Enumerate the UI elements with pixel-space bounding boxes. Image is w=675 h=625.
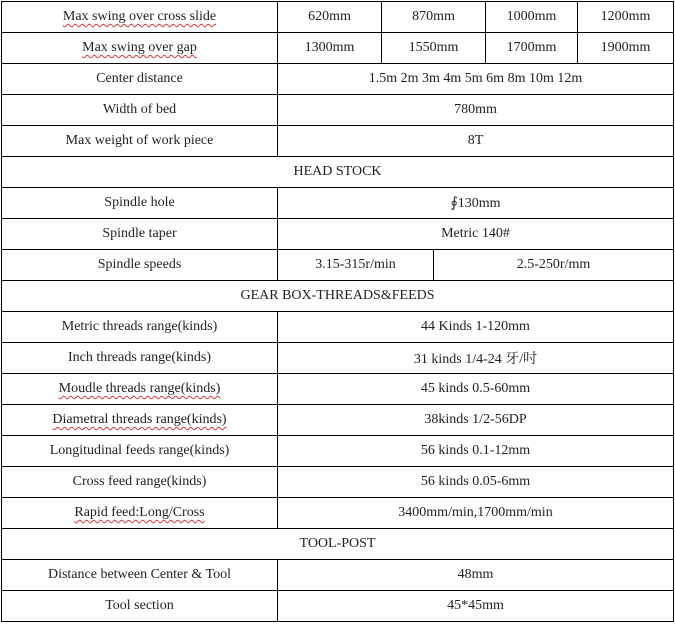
table-row [2,467,674,498]
table-row [2,64,674,95]
row-label: Inch threads range(kinds) [2,343,278,374]
row-label: Spindle hole [2,188,278,219]
row-value: 3400mm/min,1700mm/min [278,498,674,529]
row-value: 56 kinds 0.05-6mm [278,467,674,498]
row-value: 48mm [278,560,674,591]
table-row [2,343,674,374]
row-label: Distance between Center & Tool [2,560,278,591]
row-value: 1.5m 2m 3m 4m 5m 6m 8m 10m 12m [278,64,674,95]
row-label [2,405,278,436]
table-row [2,498,674,529]
row-label: Center distance [2,64,278,95]
table-row [2,33,674,64]
row-label [2,374,278,405]
table-row [2,2,674,33]
row-label-text: Diametral threads range(kinds) [52,412,227,427]
row-label [2,33,278,64]
row-value: 1300mm [278,33,382,64]
row-label-text: Rapid feed:Long/Cross [74,505,205,520]
row-value: 780mm [278,95,674,126]
section-header-row [2,529,674,560]
row-value: 620mm [278,2,382,33]
row-label: Tool section [2,591,278,622]
row-label [2,498,278,529]
row-label: Spindle taper [2,219,278,250]
table-row [2,250,674,281]
section-heading-tool-post: TOOL-POST [2,529,674,560]
row-label: Spindle speeds [2,250,278,281]
row-label: Metric threads range(kinds) [2,312,278,343]
row-label: Longitudinal feeds range(kinds) [2,436,278,467]
table-row [2,95,674,126]
row-label-text: Max swing over cross slide [62,9,217,24]
row-value: 1700mm [486,33,578,64]
table-row [2,405,674,436]
row-label-text: Max swing over gap [82,40,197,55]
table-row [2,374,674,405]
row-label-text: Moudle threads range(kinds) [58,381,221,396]
section-header-row [2,281,674,312]
row-value: 56 kinds 0.1-12mm [278,436,674,467]
row-value: ∮130mm [278,188,674,219]
row-value: 3.15-315r/min [278,250,434,281]
table-row [2,126,674,157]
section-header-row [2,157,674,188]
row-label [2,2,278,33]
row-value: 2.5-250r/mm [434,250,674,281]
table-row [2,219,674,250]
row-label: Max weight of work piece [2,126,278,157]
section-heading-head-stock: HEAD STOCK [2,157,674,188]
row-value: 45 kinds 0.5-60mm [278,374,674,405]
row-value: 870mm [382,2,486,33]
table-row [2,591,674,622]
table-row [2,188,674,219]
row-label: Cross feed range(kinds) [2,467,278,498]
row-value: 1550mm [382,33,486,64]
row-value: 45*45mm [278,591,674,622]
row-value: 8T [278,126,674,157]
row-value: 1900mm [578,33,674,64]
table-row [2,560,674,591]
row-value: 1000mm [486,2,578,33]
row-value: Metric 140# [278,219,674,250]
row-label: Width of bed [2,95,278,126]
table-row [2,312,674,343]
row-value: 1200mm [578,2,674,33]
table-row [2,436,674,467]
lathe-spec-table [1,1,674,622]
row-value: 44 Kinds 1-120mm [278,312,674,343]
row-value: 31 kinds 1/4-24 牙/吋 [278,343,674,374]
section-heading-gear-box: GEAR BOX-THREADS&FEEDS [2,281,674,312]
row-value: 38kinds 1/2-56DP [278,405,674,436]
